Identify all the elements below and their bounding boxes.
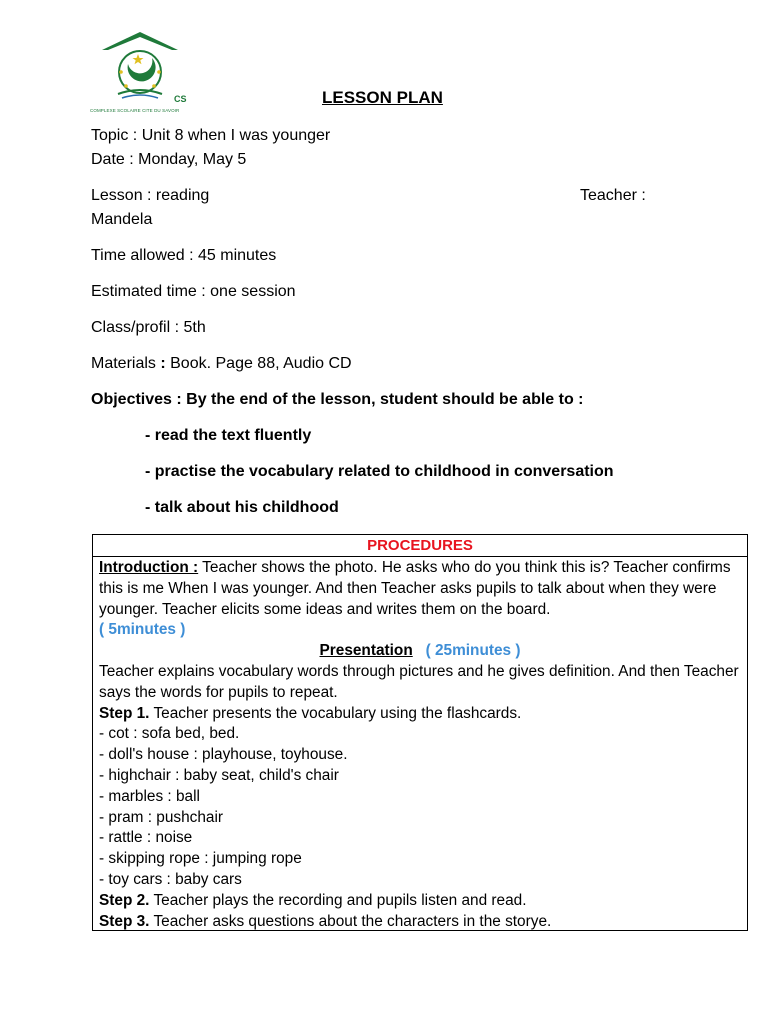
vocab-item: - marbles : ball <box>99 787 200 805</box>
procedures-header: PROCEDURES <box>93 535 747 557</box>
logo-initials: CS <box>174 94 187 104</box>
step-2-label: Step 2. <box>99 891 150 909</box>
presentation-heading <box>99 641 741 662</box>
vocab-item: - cot : sofa bed, bed. <box>99 725 240 743</box>
vocab-item: - doll's house : playhouse, toyhouse. <box>99 746 348 764</box>
introduction-text: Teacher shows the photo. He asks who do you think this is? Teacher confirms this is me When I was younger. And then Teacher asks pupils to talk about when they were younger. Teacher elicits some ideas and writes them on the board. <box>99 559 731 618</box>
materials-label: Materials <box>91 355 156 372</box>
objective-item: - practise the vocabulary related to childhood in conversation <box>145 463 614 480</box>
vocab-item: - highchair : baby seat, child's chair <box>99 766 339 784</box>
page-title: LESSON PLAN <box>322 88 443 107</box>
teacher-name: Mandela <box>91 211 153 228</box>
step-3 <box>99 912 741 933</box>
step-1-label: Step 1. <box>99 704 150 722</box>
presentation-text: Teacher explains vocabulary words through pictures and he gives definition. And then Teacher says the words for pupils to repeat. <box>99 662 739 701</box>
introduction-time: ( 5minutes ) <box>99 621 186 639</box>
objective-item: - talk about his childhood <box>145 499 339 516</box>
school-logo <box>88 28 192 116</box>
step-3-text: Teacher asks questions about the characters in the storye. <box>149 912 552 930</box>
presentation-time: ( 25minutes ) <box>425 642 521 660</box>
vocab-item: - skipping rope : jumping rope <box>99 850 302 868</box>
materials-colon: : <box>160 355 166 372</box>
step-1 <box>99 704 741 725</box>
vocab-item: - rattle : noise <box>99 829 193 847</box>
step-2-text: Teacher plays the recording and pupils listen and read. <box>149 891 527 909</box>
estimated-time-line: Estimated time : one session <box>91 283 296 300</box>
vocab-item: - pram : pushchair <box>99 808 224 826</box>
topic-line: Topic : Unit 8 when I was younger <box>91 127 331 144</box>
step-1-text: Teacher presents the vocabulary using the flashcards. <box>149 704 522 722</box>
lesson-line: Lesson : reading <box>91 187 210 204</box>
materials-value: Book. Page 88, Audio CD <box>165 355 352 372</box>
step-3-label: Step 3. <box>99 912 150 930</box>
teacher-label: Teacher : <box>580 187 646 204</box>
time-allowed-line: Time allowed : 45 minutes <box>91 247 277 264</box>
logo-caption: COMPLEXE SCOLAIRE CITE DU SAVOIR <box>90 108 180 113</box>
class-profil-line: Class/profil : 5th <box>91 319 206 336</box>
materials-line <box>91 353 352 375</box>
introduction-label: Introduction : <box>99 559 199 576</box>
presentation-label: Presentation <box>319 642 413 660</box>
objectives-heading: Objectives : By the end of the lesson, student should be able to : <box>91 391 584 408</box>
introduction-paragraph <box>99 558 741 620</box>
objective-item: - read the text fluently <box>145 427 312 444</box>
step-2 <box>99 891 741 912</box>
procedures-table <box>92 534 748 931</box>
vocab-item: - toy cars : baby cars <box>99 870 242 888</box>
date-line: Date : Monday, May 5 <box>91 151 247 168</box>
procedures-body <box>93 557 747 932</box>
